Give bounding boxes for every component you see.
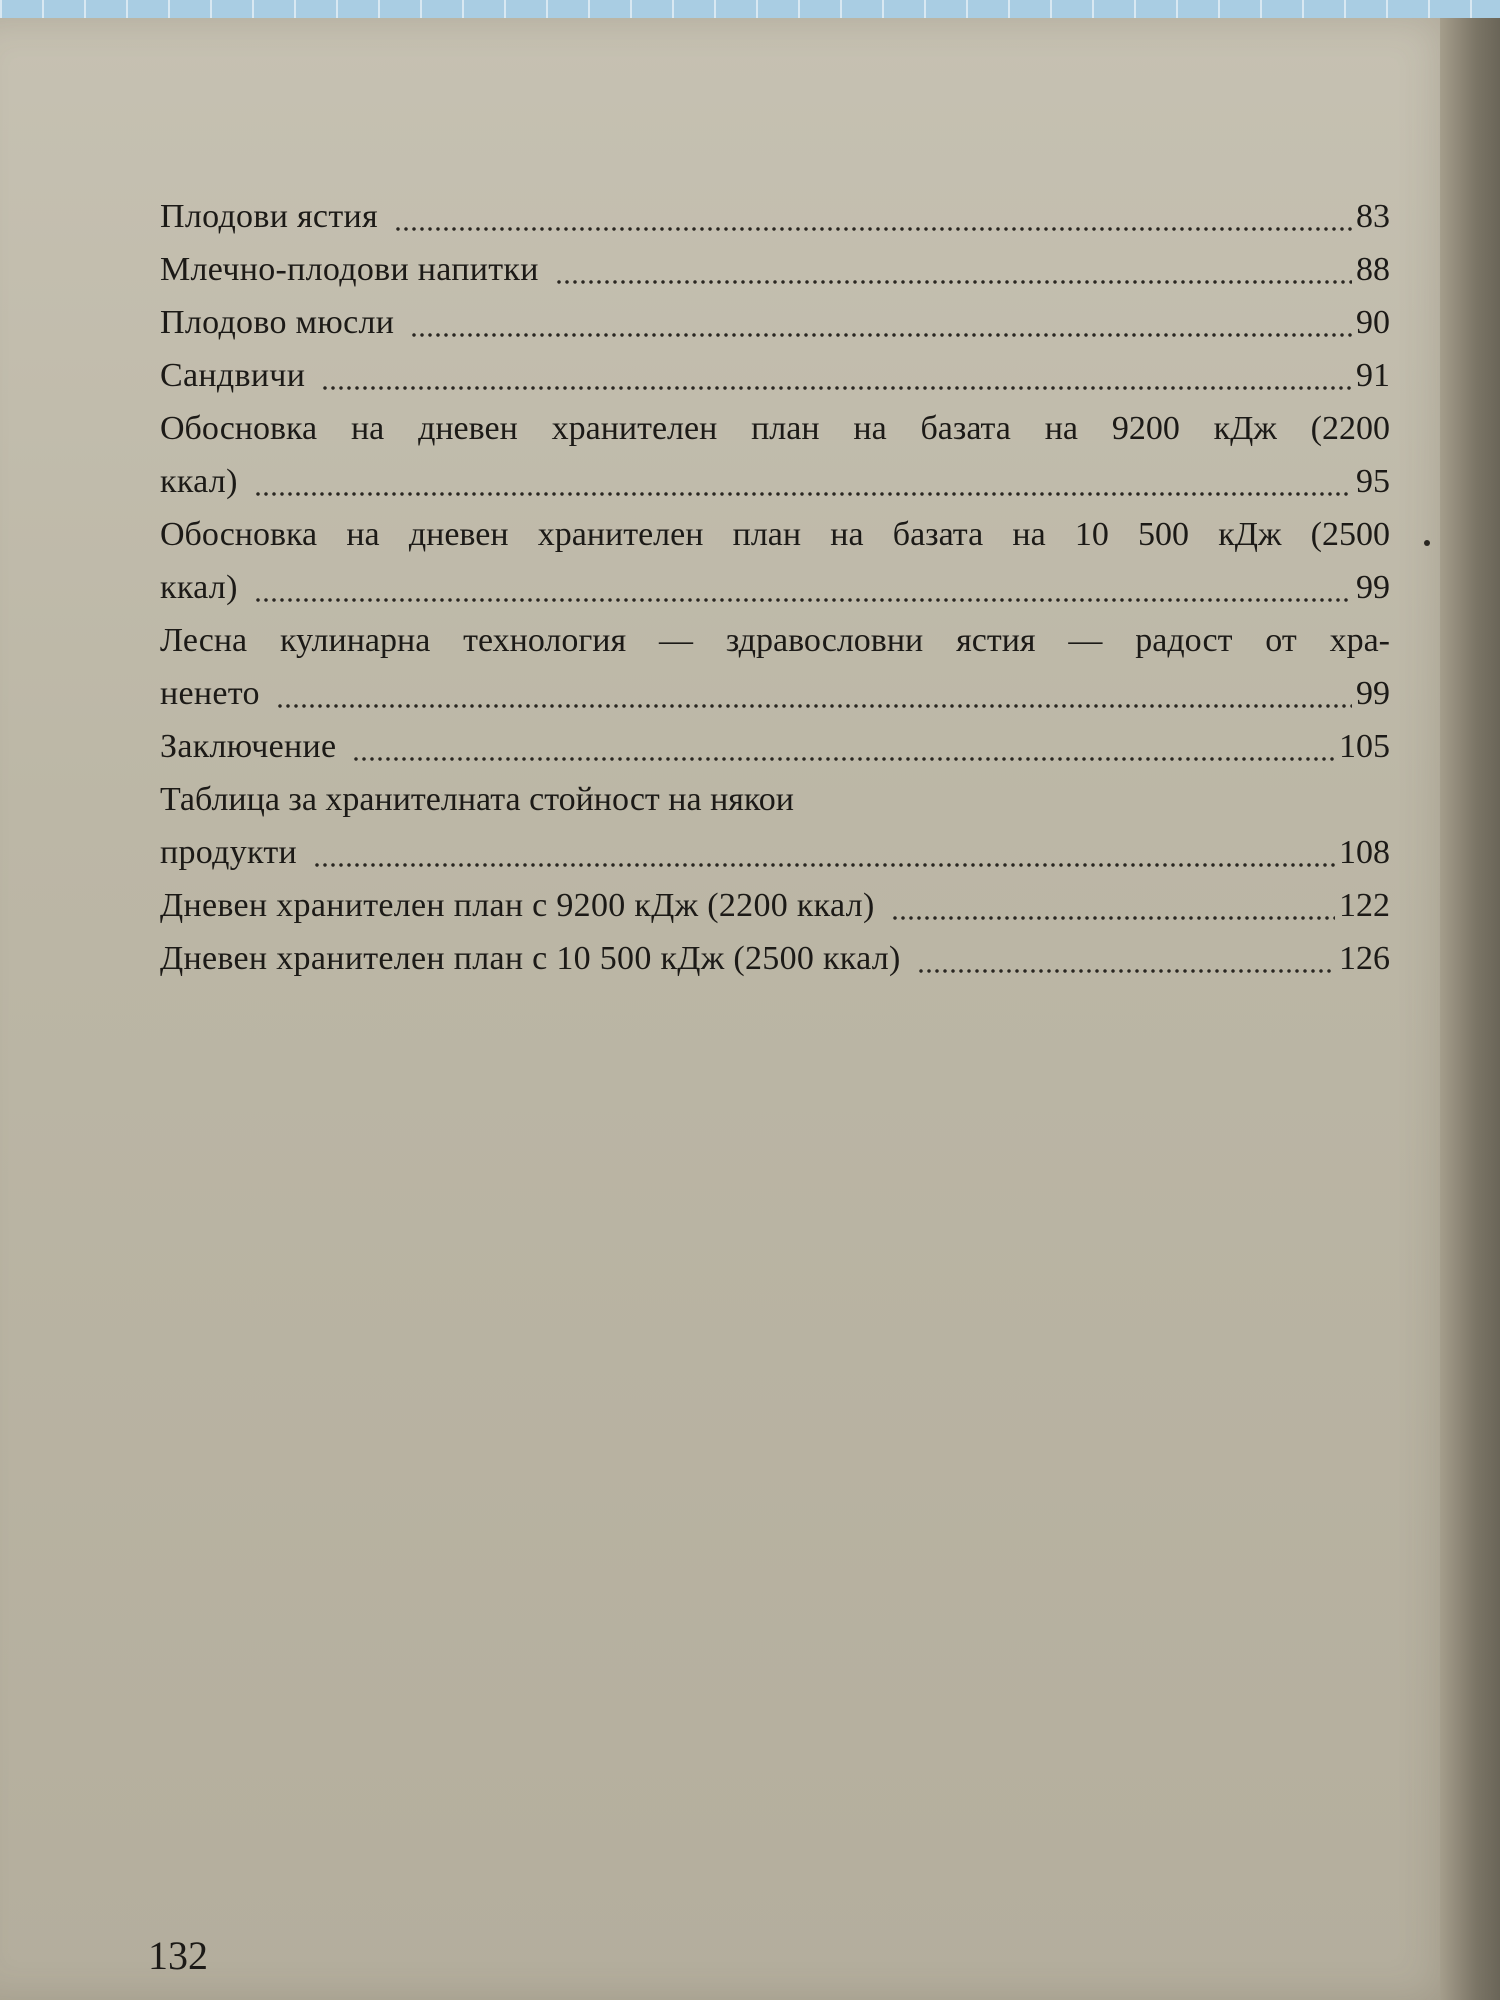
dot-leader — [555, 280, 1352, 284]
page-spine-shadow — [1440, 18, 1500, 2000]
toc-entry-title: Дневен хранителен план с 10 500 кДж (2500 ккал) — [160, 940, 901, 977]
toc-entry — [160, 508, 1390, 614]
dot-leader — [891, 916, 1335, 920]
toc-entry-page: 88 — [1356, 251, 1390, 288]
toc-entry — [160, 296, 1390, 349]
dot-leader — [917, 969, 1335, 973]
toc-entry-title: ненето — [160, 675, 260, 712]
dot-leader — [394, 227, 1352, 231]
toc-entry-title: Заключение — [160, 728, 337, 765]
toc-entry — [160, 773, 1390, 879]
dot-leader — [254, 492, 1352, 496]
page-number: 132 — [148, 1933, 208, 1978]
toc-entry-page: 105 — [1339, 728, 1390, 765]
toc-entry — [160, 720, 1390, 773]
toc-entry-page: 95 — [1356, 463, 1390, 500]
toc-entry-page: 91 — [1356, 357, 1390, 394]
toc-entry-page: 99 — [1356, 569, 1390, 606]
toc-entry-page: 90 — [1356, 304, 1390, 341]
toc-entry — [160, 190, 1390, 243]
toc-entry — [160, 243, 1390, 296]
toc-entry — [160, 349, 1390, 402]
dot-leader — [321, 386, 1352, 390]
table-of-contents — [160, 190, 1390, 985]
toc-entry-title-line1: Таблица за хранителната стойност на някои — [160, 781, 794, 818]
toc-entry-page: 108 — [1339, 834, 1390, 871]
dot-leader — [352, 757, 1335, 761]
toc-entry-title: Дневен хранителен план с 9200 кДж (2200 ккал) — [160, 887, 875, 924]
toc-entry-title: Плодови ястия — [160, 198, 378, 235]
toc-entry-page: 122 — [1339, 887, 1390, 924]
toc-entry-page: 83 — [1356, 198, 1390, 235]
dot-leader — [410, 333, 1352, 337]
toc-entry-title: Плодово мюсли — [160, 304, 395, 341]
toc-entry — [160, 932, 1390, 985]
toc-entry-title-line1: Обосновка на дневен хранителен план на базата на 9200 кДж (2200 — [160, 410, 1390, 447]
dot-leader — [276, 704, 1352, 708]
dot-leader — [254, 598, 1352, 602]
toc-entry-title: ккал) — [160, 463, 238, 500]
toc-entry-title: Млечно-плодови напитки — [160, 251, 539, 288]
dot-leader — [313, 863, 1335, 867]
toc-entry-title: ккал) — [160, 569, 238, 606]
toc-entry — [160, 402, 1390, 508]
toc-entry-title: продукти — [160, 834, 298, 871]
toc-entry-title-line1: Лесна кулинарна технология — здравословни ястия — радост от хра- — [160, 622, 1390, 659]
toc-entry — [160, 614, 1390, 720]
toc-entry — [160, 879, 1390, 932]
toc-entry-page: 99 — [1356, 675, 1390, 712]
toc-entry-page: 126 — [1339, 940, 1390, 977]
ink-speck — [1424, 540, 1430, 546]
toc-entry-title: Сандвичи — [160, 357, 306, 394]
toc-entry-title-line1: Обосновка на дневен хранителен план на базата на 10 500 кДж (2500 — [160, 516, 1390, 553]
